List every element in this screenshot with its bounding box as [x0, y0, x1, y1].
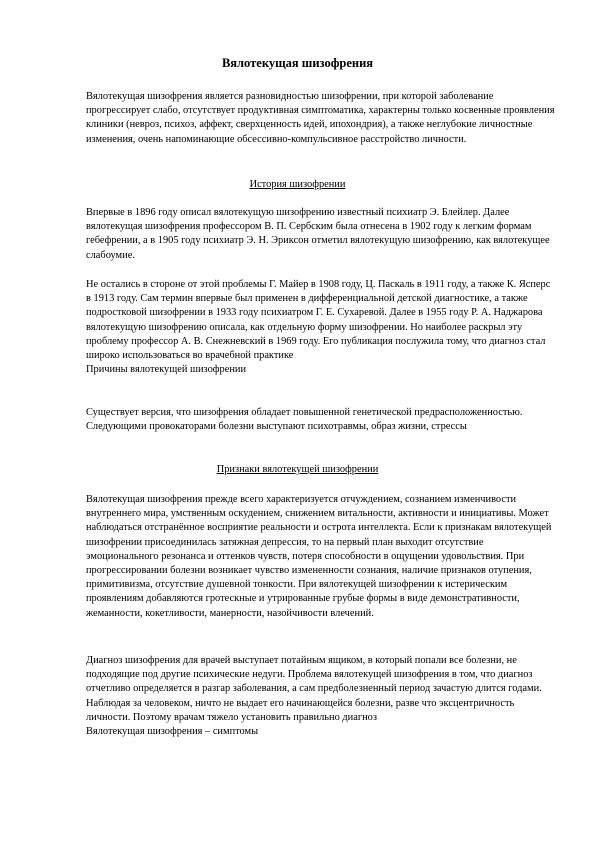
causes-heading: Причины вялотекущей шизофрении: [86, 364, 247, 376]
history-text-2: Не остались в стороне от этой проблемы Г. Майер в 1908 году, Ц. Паскаль в 1911 году, а также К. Ясперс в 1913 году. Сам термин впервые был применен в дифференциальной детской диагностике, а также подростковой шизофрении в 1933 году психиатром Г. Е. Сухаревой. Далее в 1955 году Р. А. Наджарова вялотекущую шизофрению описала, как отдельную форму шизофрении. Но наиболее раскрыл эту проблему профессор А. В. Снежневский в 1969 году. Его публикация послужила тому, что диагноз стал широко использоваться во врачебной практике: [86, 279, 551, 362]
history-heading: История шизофрении: [249, 179, 346, 190]
signs-text-2: Диагноз шизофрения для врачей выступает потайным ящиком, в который попали все болезни, не подходящие под другие психические недуги. Проблема вялотекущей шизофрения в том, что диагноз отчетливо определяется в разгар заболевания, а сам предболезненный период зачастую длится годами. Наблюдая за человеком, ничто не выдает его начинающейся болезни, разве что эксцентричность личности. Поэтому врачам тяжело установить правильно диагноз: [86, 655, 542, 723]
signs-text-1: Вялотекущая шизофрения прежде всего характеризуется отчуждением, сознанием изменчивости внутреннего мира, умственным оскудением, снижением витальности, активности и инициативы. Может наблюдаться отстранённое восприятие реальности и острота интеллекта. Если к признакам вялотекущей шизофрении присоединилась затяжная депрессия, то на первый план выходит отсутствие эмоционального резонанса и оттенков чувств, потеря способности в ощущении удовольствия. При прогрессировании болезни возникает чувство измененности сознания, наличие признаков отупения, примитивизма, отсутствие душевной тонкости. При вялотекущей шизофрении к истерическим проявлениям добавляются гротескные и утрированные грубые формы в виде демонстративности, жеманности, кокетливости, манерности, назойчивости влечений.: [86, 494, 552, 619]
history-paragraph-1: [86, 206, 556, 263]
history-text-1: Впервые в 1896 году описал вялотекущую шизофрению известный психиатр Э. Блейлер. Далее вялотекущая шизофрения профессором В. П. Сербским была отнесена в 1902 году к легким формам гебефрении, а в 1905 году психиатр Э. Н. Эриксон отметил вялотекущую шизофрению, как вялотекущее слабоумие.: [86, 207, 550, 261]
signs-paragraph-1: [86, 493, 556, 621]
signs-paragraph-2: [86, 654, 556, 739]
document-title: Вялотекущая шизофрения: [221, 56, 374, 70]
history-paragraph-2: [86, 278, 556, 377]
signs-heading: Признаки вялотекущей шизофрении: [216, 464, 379, 475]
causes-paragraph: [86, 406, 556, 434]
intro-paragraph: [86, 90, 556, 147]
symptoms-line: Вялотекущая шизофрения – симптомы: [86, 726, 259, 738]
causes-text: Существует версия, что шизофрения обладает повышенной генетической предрасположенностью. Следующими провокаторами болезни выступают психотравмы, образ жизни, стрессы: [86, 407, 523, 433]
intro-text: Вялотекущая шизофрения является разновидностью шизофрении, при которой заболевание прогрессирует слабо, отсутствует продуктивная симптоматика, характерны только косвенные проявления клиники (невроз, психоз, аффект, сверхценность идей, ипохондрия), а также неглубокие личностные изменения, очень напоминающие обсессивно-компульсивное расстройство личности.: [86, 91, 555, 145]
